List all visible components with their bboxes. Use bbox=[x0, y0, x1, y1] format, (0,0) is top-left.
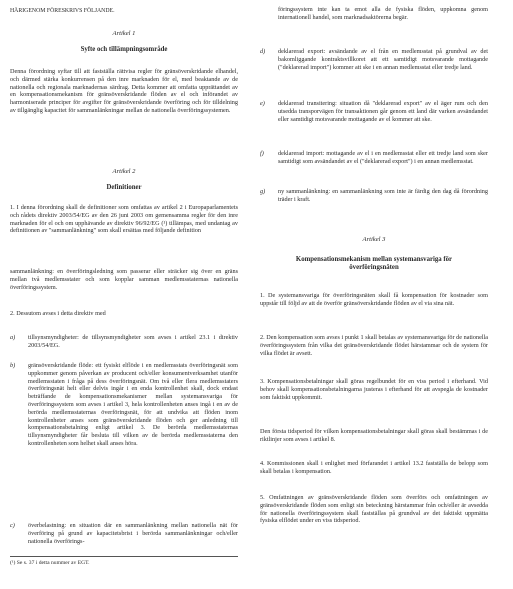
list-item-b bbox=[10, 362, 238, 448]
list-item-text: överbelastning: en situation där en sammanlänkning mellan nationella nät för överföring på grund av kapacitetsbrist i berörda sammanlänkningar och/eller nationella överförings- bbox=[28, 522, 238, 545]
article-1-title: Syfte och tillämpningsområde bbox=[80, 46, 168, 53]
list-item-text: tillsynsmyndigheter: de tillsynsmyndigheter som avses i artikel 23.1 i direktiv 2003/54/EG. bbox=[28, 334, 238, 349]
article-2-paragraph-2: 2. Dessutom avses i detta direktiv med bbox=[10, 310, 106, 317]
list-item-label: b) bbox=[10, 362, 16, 369]
list-item-d bbox=[260, 48, 488, 71]
article-2-label: Artikel 2 bbox=[112, 168, 136, 175]
footnote: (¹) Se s. 37 i detta nummer av EGT. bbox=[10, 560, 90, 566]
list-item-label: d) bbox=[260, 48, 266, 55]
intro-line: HÄRIGENOM FÖRESKRIVS FÖLJANDE. bbox=[10, 8, 115, 14]
list-item-text: gränsöverskridande flöde: ett fysiskt elflöde i en medlemsstats överföringsnät som uppkommer genom påverkan av producent och/eller konsumentverksamhet utanför medlemsstaten i fråga på dess överföringsnät. Om två eller flera medlemsstaters överföringsnät helt eller delvis ingår i en enda kontrollenhet skall, dock endast beträffande de kompensationsmekanismer mellan systemansvariga för överföringssystem som avses i artikel 3, hela kontrollenheten anses ingå i en av de berörda medlemsstaternas överföringsnät, för att undvika att flöden inom kontrollenheter anses som gränsöverskridande flöden och ger anledning till kompensationsbetalning enligt artikel 3. De berörda medlemsstaternas tillsynsmyndigheter får besluta till vilken av de berörda medlemsstaterna den kontrollenheten som helhet skall anses höra. bbox=[28, 362, 238, 447]
list-item-label: a) bbox=[10, 334, 16, 341]
article-3-paragraph-4: Den första tidsperiod för vilken kompensationsbetalningar skall göras skall bestämmas i de riktlinjer som avses i artikel 8. bbox=[260, 428, 488, 443]
article-3-paragraph-1: 1. De systemansvariga för överföringsnäten skall få kompensation för kostnader som uppstår till följd av att de överför gränsöverskridande flöden av el via sina nät. bbox=[260, 292, 488, 307]
article-1-text: Denna förordning syftar till att fastställa rättvisa regler för gränsöverskridande elhandel, och därmed stärka konkurrensen på den inre marknaden för el, med beaktande av de nationella och regionala marknadernas särdrag. Detta kommer att omfatta upprättandet av en kompensationsmekanism för gränsöverskridande flöden av el och införandet av harmoniserade principer för avgifter för gränsöverskridande överföring och för tilldelning av tillgänglig kapacitet för sammanlänkningar mellan de nationella överföringssystemen. bbox=[10, 68, 238, 114]
list-item-label: c) bbox=[10, 522, 15, 529]
list-item-text: deklarerad export: avsändande av el från en medlemsstat på grundval av det bakomliggande kontraktsvillkoret att ett samtidigt motsvarande mottagande ("deklarerad import") kommer att ske i en annan medlemsstat eller tredje land. bbox=[278, 48, 488, 71]
list-item-label: g) bbox=[260, 188, 266, 195]
item-c-continuation: föringssystem inte kan ta emot alla de fysiska flöden, uppkomna genom internationell handel, som marknadsaktörerna begär. bbox=[278, 6, 488, 21]
list-item-c bbox=[10, 522, 238, 545]
list-item-label: e) bbox=[260, 100, 265, 107]
list-item-e bbox=[260, 100, 488, 123]
article-2-paragraph-1: 1. I denna förordning skall de definitioner som omfattas av artikel 2 i Europaparlamentets och rådets direktiv 2003/54/EG av den 26 juni 2003 om gemensamma regler för den inre marknaden för el och om upphävande av direktiv 96/92/EG (¹) tillämpas, med undantag av definitionen av "sammanlänkning" som skall ersättas med följande definition bbox=[10, 204, 238, 235]
list-item-label: f) bbox=[260, 150, 264, 157]
list-item-text: deklarerad import: mottagande av el i en medlemsstat eller ett tredje land som sker samtidigt som avsändandet av el ("deklarerad export") i en annan medlemsstat. bbox=[278, 150, 488, 165]
article-2-title: Definitioner bbox=[106, 184, 142, 191]
footnote-rule bbox=[10, 556, 238, 557]
article-3-title: Kompensationsmekanism mellan systemansvariga för överföringsnäten bbox=[295, 256, 453, 271]
article-3-paragraph-2: 2. Den kompensation som avses i punkt 1 skall betalas av systemansvariga för de nationella överföringssystem från vilka det gränsöverskridande flödet härstammar och de system för vilka flödet är avsett. bbox=[260, 334, 488, 357]
article-2-definition: sammanlänkning: en överföringsledning som passerar eller sträcker sig över en gräns mellan två medlemsstater och som kopplar samman medlemsstaternas nationella överföringssystem. bbox=[10, 268, 238, 291]
article-3-paragraph-6: 5. Omfattningen av gränsöverskridande flöden som överförs och omfattningen av gränsöverskridande flöden som enligt sin beteckning härstammar från och/eller är avsedda för nationella överföringssystem skall fastställas på grundval av det faktiskt uppmätta fysiska elflödet under en viss tidsperiod. bbox=[260, 494, 488, 525]
article-3-paragraph-3: 3. Kompensationsbetalningar skall göras regelbundet för en viss period i efterhand. Vid behov skall kompensationsbetalningarna justeras i efterhand för att avspegla de kostnader som faktiskt uppkommit. bbox=[260, 378, 488, 401]
list-item-f bbox=[260, 150, 488, 166]
article-3-paragraph-5: 4. Kommissionen skall i enlighet med förfarandet i artikel 13.2 fastställa de belopp som skall betalas i kompensation. bbox=[260, 460, 488, 475]
list-item-text: ny sammanlänkning: en sammanlänkning som inte är färdig den dag då förordning träder i kraft. bbox=[278, 188, 488, 203]
list-item-a bbox=[10, 334, 238, 350]
article-3-label: Artikel 3 bbox=[362, 236, 386, 243]
article-1-label: Artikel 1 bbox=[112, 30, 136, 37]
list-item-g bbox=[260, 188, 488, 204]
list-item-text: deklarerad transitering: situation då "deklarerad export" av el äger rum och den utsedda transporvägen för transaktionen går genom ett land där varken avsändandet eller samtidigt motsvarande mottagande av el kommer att ske. bbox=[278, 100, 488, 123]
